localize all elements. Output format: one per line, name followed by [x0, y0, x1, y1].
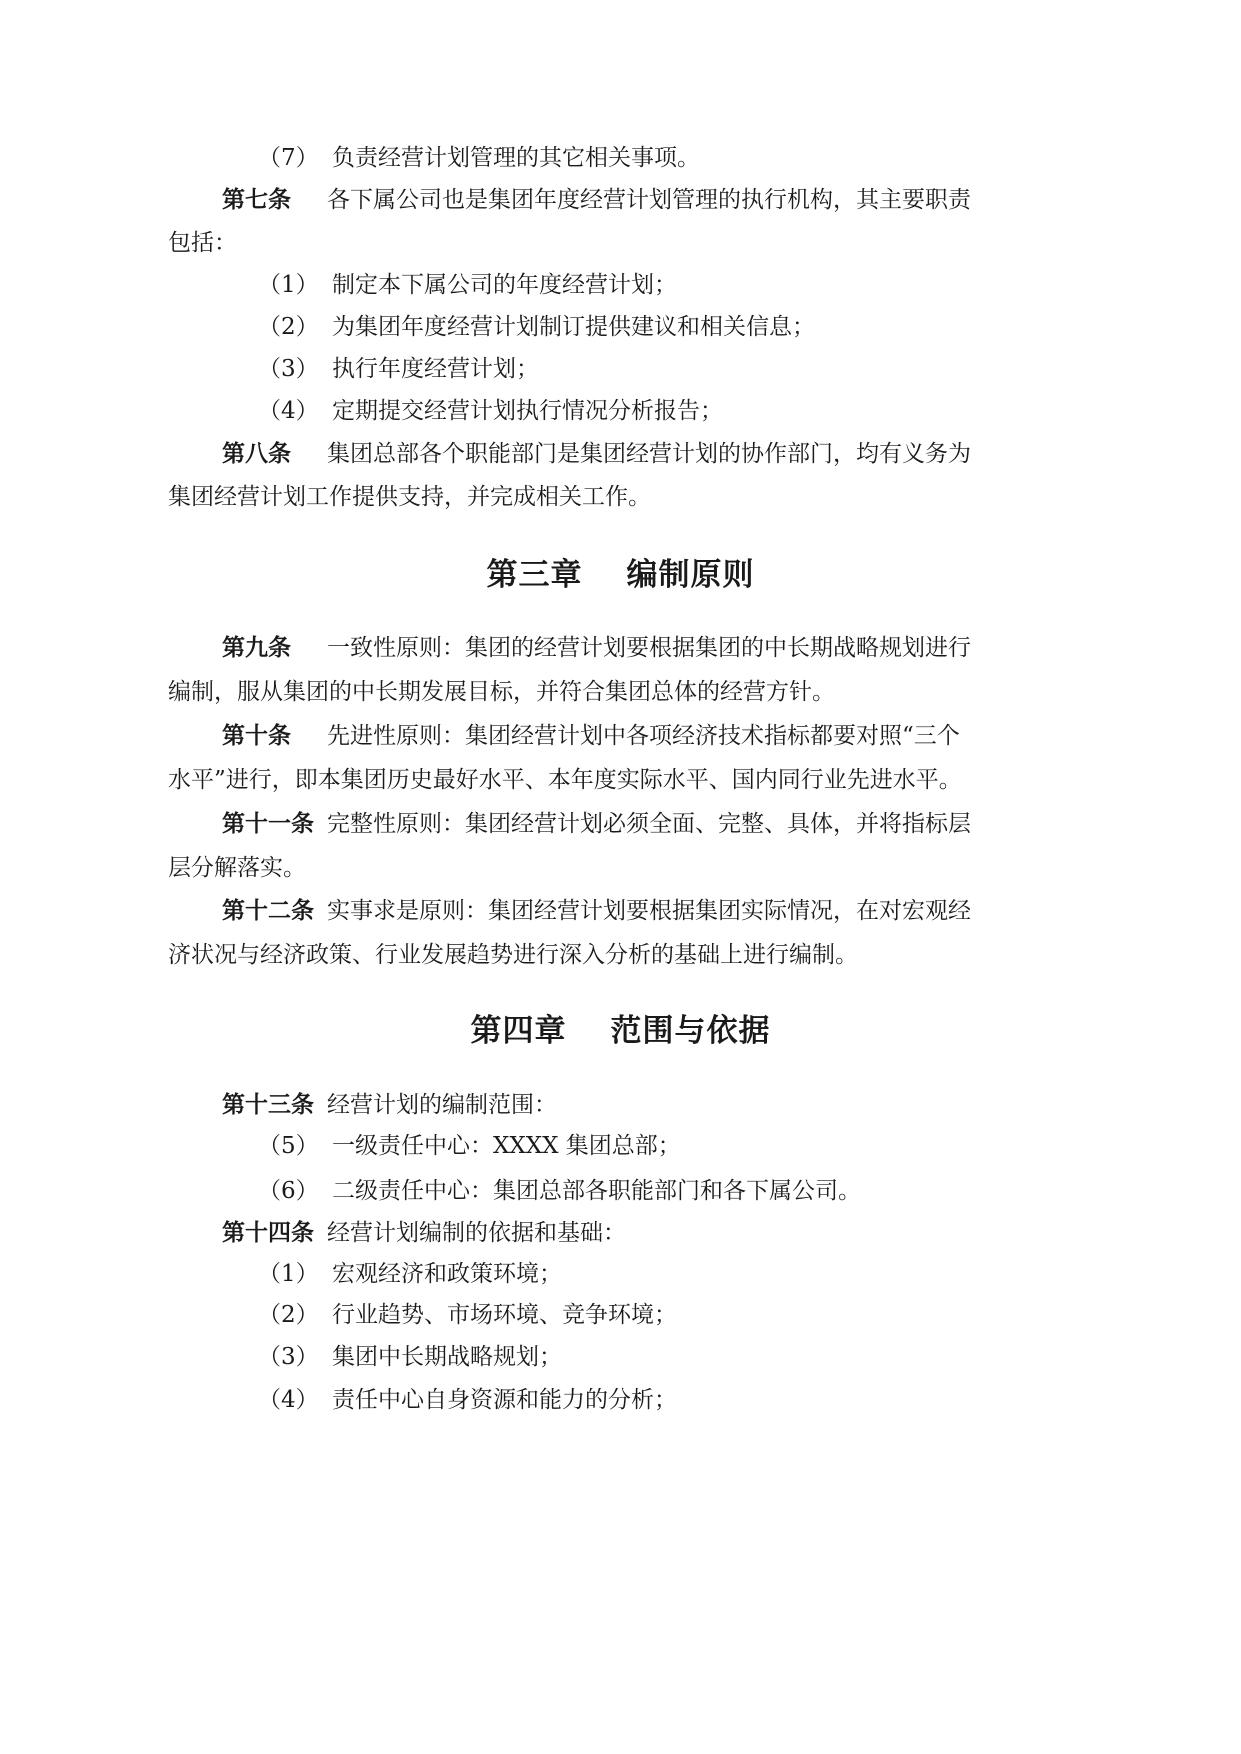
article-label: 第八条 — [222, 440, 291, 467]
list-item-text: 定期提交经营计划执行情况分析报告； — [332, 398, 723, 424]
article-7-line-2: 包括： — [168, 230, 237, 256]
article-label: 第九条 — [222, 634, 291, 661]
list-item — [258, 270, 677, 300]
list-item — [258, 1176, 861, 1206]
article-label: 第十四条 — [222, 1219, 314, 1246]
chapter-number: 第四章 — [470, 1013, 567, 1049]
article-text: 实事求是原则：集团经营计划要根据集团实际情况，在对宏观经 — [327, 898, 971, 924]
list-item-text: 行业趋势、市场环境、竞争环境； — [332, 1302, 677, 1328]
list-item — [258, 1259, 562, 1289]
list-item-number: （1） — [258, 1261, 319, 1287]
article-text: 完整性原则：集团经营计划必须全面、完整、具体，并将指标层 — [327, 811, 971, 837]
list-item-number: （4） — [258, 1387, 319, 1413]
list-item — [258, 1131, 681, 1161]
article-label: 第十二条 — [222, 897, 314, 924]
article-label: 第十三条 — [222, 1091, 314, 1118]
article-7-line-1 — [222, 185, 971, 215]
list-item-number: （5） — [258, 1133, 319, 1159]
chapter-number: 第三章 — [486, 557, 583, 593]
list-item-text: 一级责任中心：XXXX 集团总部； — [332, 1133, 681, 1159]
article-8-line-1 — [222, 439, 971, 469]
list-item-number: （7） — [258, 145, 319, 171]
list-item-number: （1） — [258, 272, 319, 298]
list-item — [258, 312, 815, 342]
article-text: 各下属公司也是集团年度经营计划管理的执行机构，其主要职责 — [327, 187, 971, 213]
chapter-4-heading — [0, 1011, 1241, 1051]
list-item-number: （4） — [258, 398, 319, 424]
article-9-line-1 — [222, 633, 971, 663]
article-text: 一致性原则：集团的经营计划要根据集团的中长期战略规划进行 — [327, 635, 971, 661]
article-label: 第十条 — [222, 722, 291, 749]
article-text: 先进性原则：集团经营计划中各项经济技术指标都要对照“三个 — [327, 723, 960, 749]
list-item — [258, 1342, 562, 1372]
article-label: 第七条 — [222, 186, 291, 213]
list-item-text: 为集团年度经营计划制订提供建议和相关信息； — [332, 314, 815, 340]
article-text: 经营计划的编制范围： — [327, 1092, 557, 1118]
list-item — [258, 1385, 677, 1415]
article-10-line-1 — [222, 721, 960, 751]
list-item-text: 制定本下属公司的年度经营计划； — [332, 272, 677, 298]
list-item-text: 二级责任中心：集团总部各职能部门和各下属公司。 — [332, 1178, 861, 1204]
list-item-text: 责任中心自身资源和能力的分析； — [332, 1387, 677, 1413]
list-item — [258, 143, 700, 173]
list-item-text: 负责经营计划管理的其它相关事项。 — [332, 145, 700, 171]
chapter-title: 编制原则 — [626, 557, 755, 593]
article-14-line-1 — [222, 1218, 626, 1248]
chapter-title: 范围与依据 — [610, 1013, 771, 1049]
article-11-line-1 — [222, 809, 971, 839]
list-item-text: 集团中长期战略规划； — [332, 1344, 562, 1370]
list-item-number: （6） — [258, 1178, 319, 1204]
list-item-text: 执行年度经营计划； — [332, 356, 539, 382]
article-text: 集团总部各个职能部门是集团经营计划的协作部门，均有义务为 — [327, 441, 971, 467]
list-item-number: （3） — [258, 356, 319, 382]
article-10-line-2: 水平”进行，即本集团历史最好水平、本年度实际水平、国内同行业先进水平。 — [168, 767, 962, 793]
list-item — [258, 354, 539, 384]
list-item — [258, 1300, 677, 1330]
list-item — [258, 396, 723, 426]
article-11-line-2: 层分解落实。 — [168, 855, 306, 881]
article-12-line-1 — [222, 896, 971, 926]
article-text: 经营计划编制的依据和基础： — [327, 1220, 626, 1246]
article-12-line-2: 济状况与经济政策、行业发展趋势进行深入分析的基础上进行编制。 — [168, 942, 858, 968]
article-13-line-1 — [222, 1090, 557, 1120]
list-item-number: （2） — [258, 1302, 319, 1328]
chapter-3-heading — [0, 555, 1241, 595]
article-label: 第十一条 — [222, 810, 314, 837]
article-8-line-2: 集团经营计划工作提供支持，并完成相关工作。 — [168, 484, 651, 510]
list-item-number: （3） — [258, 1344, 319, 1370]
article-9-line-2: 编制，服从集团的中长期发展目标，并符合集团总体的经营方针。 — [168, 679, 835, 705]
list-item-text: 宏观经济和政策环境； — [332, 1261, 562, 1287]
list-item-number: （2） — [258, 314, 319, 340]
